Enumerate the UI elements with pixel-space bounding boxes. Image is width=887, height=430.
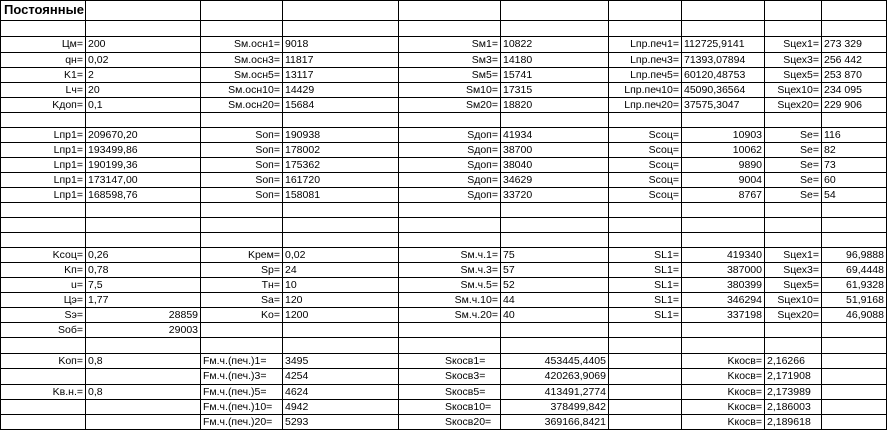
cell[interactable]: Sе= bbox=[800, 189, 819, 201]
cell[interactable]: 1,77 bbox=[88, 294, 109, 306]
cell[interactable]: Lпр.печ10= bbox=[624, 84, 679, 96]
cell[interactable]: 346294 bbox=[726, 294, 762, 306]
cell[interactable]: Sцех10= bbox=[777, 294, 819, 306]
cell[interactable]: 161720 bbox=[285, 174, 321, 186]
cell[interactable]: Kо= bbox=[261, 309, 280, 321]
cell[interactable]: Lпр1= bbox=[53, 144, 83, 156]
cell[interactable]: Fм.ч.(печ.)3= bbox=[203, 370, 267, 382]
cell[interactable]: Sм.ч.10= bbox=[454, 294, 498, 306]
cell[interactable]: Lпр1= bbox=[53, 174, 83, 186]
cell[interactable]: 7,5 bbox=[88, 279, 103, 291]
cell[interactable]: Kсоц= bbox=[52, 249, 83, 261]
cell[interactable]: 1200 bbox=[285, 309, 309, 321]
cell[interactable]: 413491,2774 bbox=[544, 386, 606, 398]
cell[interactable]: Sоб= bbox=[58, 324, 83, 336]
cell[interactable]: 8767 bbox=[738, 189, 762, 201]
cell[interactable]: Цм= bbox=[61, 38, 83, 50]
cell[interactable]: 256 442 bbox=[824, 54, 862, 66]
cell[interactable]: Sоп= bbox=[255, 189, 280, 201]
cell[interactable]: 44 bbox=[503, 294, 515, 306]
cell[interactable]: Sцех20= bbox=[777, 309, 819, 321]
cell[interactable]: Fм.ч.(печ.)1= bbox=[203, 355, 267, 367]
cell[interactable]: Sцех10= bbox=[777, 84, 819, 96]
cell[interactable]: 96,9888 bbox=[846, 249, 884, 261]
cell[interactable]: 453445,4405 bbox=[544, 355, 606, 367]
cell[interactable]: Sа= bbox=[261, 294, 280, 306]
cell[interactable]: 0,8 bbox=[88, 355, 103, 367]
cell[interactable]: Sм.осн10= bbox=[228, 84, 280, 96]
cell[interactable]: Lпр.печ20= bbox=[624, 99, 679, 111]
cell[interactable]: 17315 bbox=[503, 84, 533, 96]
cell[interactable]: 15741 bbox=[503, 69, 533, 81]
cell[interactable]: Lпр.печ5= bbox=[630, 69, 679, 81]
cell[interactable]: qн= bbox=[65, 54, 83, 66]
cell[interactable]: Sоп= bbox=[255, 144, 280, 156]
cell[interactable]: 209670,20 bbox=[88, 129, 138, 141]
cell[interactable]: Fм.ч.(печ.)10= bbox=[203, 401, 273, 413]
cell[interactable]: Kкосв= bbox=[727, 370, 762, 382]
cell[interactable]: 69,4448 bbox=[846, 264, 884, 276]
cell[interactable]: 71393,07894 bbox=[684, 54, 746, 66]
cell[interactable]: K1= bbox=[64, 69, 83, 81]
cell[interactable]: 158081 bbox=[285, 189, 321, 201]
cell[interactable]: 200 bbox=[88, 38, 106, 50]
cell[interactable]: Lпр1= bbox=[53, 189, 83, 201]
cell[interactable]: 419340 bbox=[726, 249, 762, 261]
cell[interactable]: 190938 bbox=[285, 129, 321, 141]
cell[interactable]: 380399 bbox=[726, 279, 762, 291]
cell[interactable]: 38700 bbox=[503, 144, 533, 156]
cell[interactable]: 3495 bbox=[285, 355, 309, 367]
cell[interactable]: 4942 bbox=[285, 401, 309, 413]
cell[interactable]: Kдоп= bbox=[52, 99, 83, 111]
cell[interactable]: Sцех1= bbox=[783, 38, 819, 50]
cell[interactable]: Sсоц= bbox=[648, 174, 679, 186]
cell[interactable]: Sоп= bbox=[255, 129, 280, 141]
cell[interactable]: 173147,00 bbox=[88, 174, 138, 186]
cell[interactable]: 9890 bbox=[738, 159, 762, 171]
cell[interactable]: 178002 bbox=[285, 144, 321, 156]
cell[interactable]: 10903 bbox=[732, 129, 762, 141]
cell[interactable]: 10062 bbox=[732, 144, 762, 156]
cell[interactable]: 54 bbox=[824, 189, 836, 201]
cell[interactable]: SL1= bbox=[654, 249, 679, 261]
cell[interactable]: Sе= bbox=[800, 159, 819, 171]
sheet-title: Постоянные bbox=[4, 2, 84, 17]
cell[interactable]: 60120,48753 bbox=[684, 69, 746, 81]
cell[interactable]: 11817 bbox=[285, 54, 314, 66]
cell[interactable]: 337198 bbox=[726, 309, 762, 321]
cell[interactable]: 52 bbox=[503, 279, 515, 291]
cell[interactable]: Sе= bbox=[800, 129, 819, 141]
cell[interactable]: 387000 bbox=[726, 264, 762, 276]
cell[interactable]: 18820 bbox=[503, 99, 533, 111]
cell[interactable]: Sсоц= bbox=[648, 189, 679, 201]
cell[interactable]: 253 870 bbox=[824, 69, 862, 81]
cell[interactable]: 73 bbox=[824, 159, 836, 171]
cell[interactable]: Kкосв= bbox=[727, 401, 762, 413]
cell[interactable]: 116 bbox=[824, 129, 841, 141]
cell[interactable]: 2,171908 bbox=[767, 370, 811, 382]
cell[interactable]: 20 bbox=[88, 84, 100, 96]
grid-hline bbox=[0, 337, 887, 338]
cell[interactable]: Sм.осн3= bbox=[234, 54, 280, 66]
cell[interactable]: Sм5= bbox=[471, 69, 498, 81]
cell[interactable]: 33720 bbox=[503, 189, 533, 201]
cell[interactable]: Fм.ч.(печ.)20= bbox=[203, 416, 273, 428]
cell[interactable]: 2,173989 bbox=[767, 386, 811, 398]
cell[interactable]: 4254 bbox=[285, 370, 309, 382]
cell[interactable]: Lпр1= bbox=[53, 129, 83, 141]
cell[interactable]: Kрем= bbox=[247, 249, 280, 261]
cell[interactable]: Sм.ч.1= bbox=[460, 249, 498, 261]
cell[interactable]: Sсоц= bbox=[648, 129, 679, 141]
grid-hline bbox=[0, 0, 887, 1]
cell[interactable]: Sдоп= bbox=[467, 144, 498, 156]
cell[interactable]: 14180 bbox=[503, 54, 533, 66]
cell[interactable]: 420263,9069 bbox=[544, 370, 606, 382]
cell[interactable]: Sе= bbox=[800, 174, 819, 186]
cell[interactable]: Sэ= bbox=[64, 309, 83, 321]
cell[interactable]: 82 bbox=[824, 144, 836, 156]
cell[interactable]: SL1= bbox=[654, 309, 679, 321]
cell[interactable]: Kв.н.= bbox=[52, 386, 83, 398]
cell[interactable]: 2,16266 bbox=[767, 355, 805, 367]
cell[interactable]: Sкосв20= bbox=[445, 416, 492, 428]
cell[interactable]: Sцех5= bbox=[783, 69, 819, 81]
cell[interactable]: 60 bbox=[824, 174, 836, 186]
cell[interactable]: Sсоц= bbox=[648, 144, 679, 156]
cell[interactable]: Fм.ч.(печ.)5= bbox=[203, 386, 267, 398]
cell[interactable]: 0,02 bbox=[88, 54, 109, 66]
cell[interactable]: 0,8 bbox=[88, 386, 103, 398]
cell[interactable]: 234 095 bbox=[824, 84, 862, 96]
cell[interactable]: Sм3= bbox=[471, 54, 498, 66]
cell[interactable]: Sоп= bbox=[255, 159, 280, 171]
cell[interactable]: 9004 bbox=[738, 174, 762, 186]
cell[interactable]: 9018 bbox=[285, 38, 309, 50]
cell[interactable]: Sцех3= bbox=[783, 54, 819, 66]
grid-hline bbox=[0, 202, 887, 203]
cell[interactable]: 75 bbox=[503, 249, 515, 261]
cell[interactable]: Sдоп= bbox=[467, 174, 498, 186]
cell[interactable]: Sм.ч.3= bbox=[460, 264, 498, 276]
cell[interactable]: Lпр1= bbox=[53, 159, 83, 171]
cell[interactable]: 229 906 bbox=[824, 99, 862, 111]
cell[interactable]: Sе= bbox=[800, 144, 819, 156]
grid-hline bbox=[0, 20, 887, 21]
cell[interactable]: 24 bbox=[285, 264, 297, 276]
cell[interactable]: 112725,9141 bbox=[684, 38, 745, 50]
cell[interactable]: 45090,36564 bbox=[684, 84, 746, 96]
cell[interactable]: 193499,86 bbox=[88, 144, 138, 156]
cell[interactable]: Sкосв5= bbox=[445, 386, 486, 398]
cell[interactable]: Sцех1= bbox=[783, 249, 819, 261]
cell[interactable]: 2,189618 bbox=[767, 416, 811, 428]
cell[interactable]: Sкосв1= bbox=[445, 355, 486, 367]
cell[interactable]: SL1= bbox=[654, 294, 679, 306]
cell[interactable]: Lпр.печ1= bbox=[630, 38, 679, 50]
cell[interactable]: 369166,8421 bbox=[544, 416, 606, 428]
cell[interactable]: 61,9328 bbox=[846, 279, 884, 291]
cell[interactable]: 15684 bbox=[285, 99, 315, 111]
cell[interactable]: SL1= bbox=[654, 264, 679, 276]
cell[interactable]: 0,02 bbox=[285, 249, 306, 261]
cell[interactable]: Sкосв10= bbox=[445, 401, 492, 413]
cell[interactable]: 14429 bbox=[285, 84, 315, 96]
grid-hline bbox=[0, 217, 887, 218]
cell[interactable]: Sм10= bbox=[465, 84, 498, 96]
cell[interactable]: 168598,76 bbox=[88, 189, 138, 201]
cell[interactable]: Sм.ч.5= bbox=[460, 279, 498, 291]
cell[interactable]: 34629 bbox=[503, 174, 533, 186]
cell[interactable]: Sм20= bbox=[465, 99, 498, 111]
cell[interactable]: Sцех5= bbox=[783, 279, 819, 291]
grid-hline bbox=[0, 232, 887, 233]
cell[interactable]: Lпр.печ3= bbox=[630, 54, 679, 66]
cell[interactable]: Sкосв3= bbox=[445, 370, 486, 382]
cell[interactable]: SL1= bbox=[654, 279, 679, 291]
cell[interactable]: 2 bbox=[88, 69, 94, 81]
cell[interactable]: Kп= bbox=[64, 264, 83, 276]
cell[interactable]: 46,9088 bbox=[846, 309, 884, 321]
cell[interactable]: Kоп= bbox=[58, 355, 83, 367]
cell[interactable]: 0,1 bbox=[88, 99, 103, 111]
cell[interactable]: Lч= bbox=[65, 84, 83, 96]
cell[interactable]: Sм1= bbox=[471, 38, 498, 50]
grid-hline bbox=[0, 112, 887, 113]
cell[interactable]: 2,186003 bbox=[767, 401, 811, 413]
cell[interactable]: Цэ= bbox=[63, 294, 83, 306]
cell[interactable]: 29003 bbox=[168, 324, 198, 336]
cell[interactable]: 57 bbox=[503, 264, 515, 276]
cell[interactable]: u= bbox=[71, 279, 83, 291]
cell[interactable]: 175362 bbox=[285, 159, 321, 171]
cell[interactable]: 41934 bbox=[503, 129, 533, 141]
cell[interactable]: 0,26 bbox=[88, 249, 109, 261]
cell[interactable]: Sдоп= bbox=[467, 129, 498, 141]
cell[interactable]: 10 bbox=[285, 279, 297, 291]
cell[interactable]: 273 329 bbox=[824, 38, 862, 50]
cell[interactable]: 190199,36 bbox=[88, 159, 138, 171]
cell[interactable]: 38040 bbox=[503, 159, 533, 171]
cell[interactable]: Sр= bbox=[261, 264, 280, 276]
cell[interactable]: Sоп= bbox=[255, 174, 280, 186]
cell[interactable]: 0,78 bbox=[88, 264, 109, 276]
cell[interactable]: Sм.осн1= bbox=[234, 38, 280, 50]
cell[interactable]: 40 bbox=[503, 309, 515, 321]
cell[interactable]: 28859 bbox=[168, 309, 198, 321]
cell[interactable]: Sм.ч.20= bbox=[454, 309, 498, 321]
cell[interactable]: Kкосв= bbox=[727, 416, 762, 428]
cell[interactable]: Sцех20= bbox=[777, 99, 819, 111]
cell[interactable]: 120 bbox=[285, 294, 303, 306]
cell[interactable]: Sцех3= bbox=[783, 264, 819, 276]
cell[interactable]: 10822 bbox=[503, 38, 533, 50]
cell[interactable]: 51,9168 bbox=[846, 294, 884, 306]
cell[interactable]: Sдоп= bbox=[467, 159, 498, 171]
cell[interactable]: 13117 bbox=[285, 69, 314, 81]
cell[interactable]: Sсоц= bbox=[648, 159, 679, 171]
cell[interactable]: Sдоп= bbox=[467, 189, 498, 201]
cell[interactable]: Sм.осн5= bbox=[234, 69, 280, 81]
cell[interactable]: Kкосв= bbox=[727, 355, 762, 367]
cell[interactable]: 37575,3047 bbox=[684, 99, 740, 111]
cell[interactable]: Kкосв= bbox=[727, 386, 762, 398]
cell[interactable]: 4624 bbox=[285, 386, 309, 398]
cell[interactable]: Sм.осн20= bbox=[228, 99, 280, 111]
cell[interactable]: 5293 bbox=[285, 416, 309, 428]
cell[interactable]: Tн= bbox=[261, 279, 280, 291]
cell[interactable]: 378499,842 bbox=[550, 401, 606, 413]
